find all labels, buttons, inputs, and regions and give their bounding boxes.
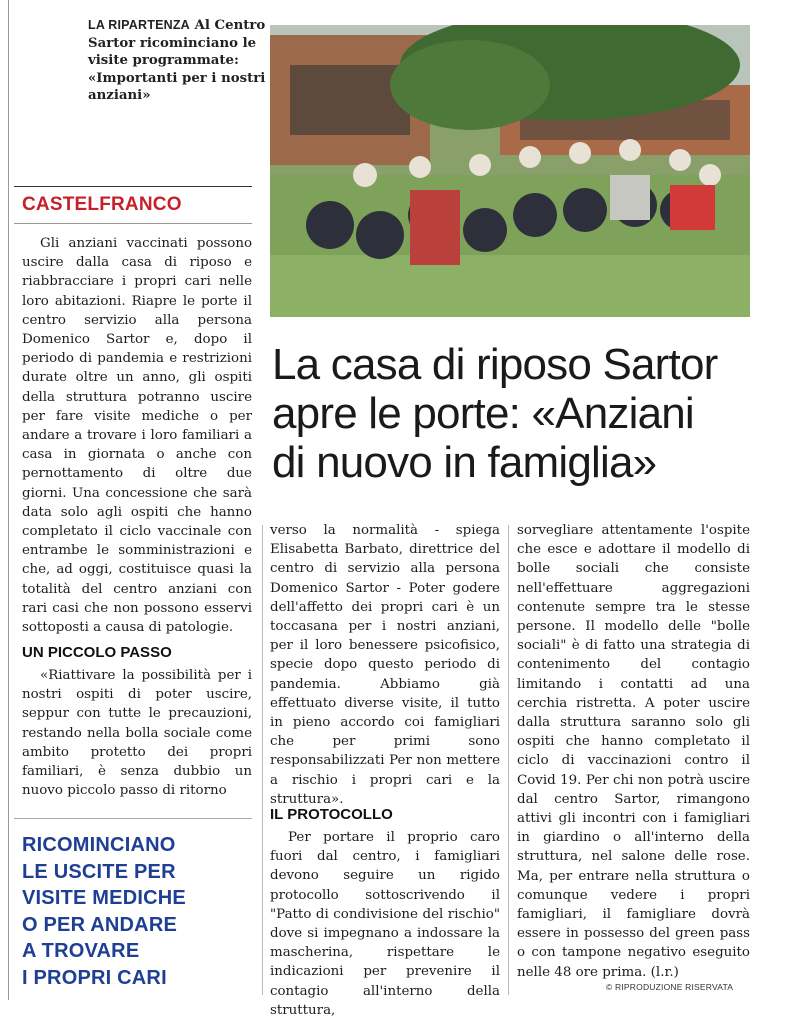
pullquote-line-4: O PER ANDARE (22, 913, 178, 936)
pullquote-line-1: RICOMINCIANO (22, 834, 176, 856)
pullquote-top-rule (14, 818, 252, 819)
pullquote-line-6: I PROPRI CARI (22, 966, 167, 989)
section-bottom-rule (14, 223, 252, 224)
column-2-paragraph-2: Per portare il proprio caro fuori dal centro, i famigliari devono seguire un rigido protocollo sottoscrivendo il "Patto di condivisione del rischio" dove si impegnano a indossare la mascherina, rispettare le indicazioni per prevenire il contagio all'interno della struttura, (270, 830, 500, 1018)
photo-illustration (270, 25, 750, 317)
teaser-kicker: LA RIPARTENZA (88, 18, 190, 32)
pullquote-line-2: LE USCITE PER (22, 860, 176, 883)
headline-line-3: di nuovo in famiglia» (272, 438, 657, 487)
article-photo (270, 25, 750, 317)
headline-line-2: apre le porte: «Anziani (272, 389, 694, 438)
pullquote-line-3: VISITE MEDICHE (22, 887, 186, 909)
left-edge-rule (8, 0, 9, 1000)
column-rule-2 (508, 525, 509, 995)
body-column-1-continued (22, 666, 252, 800)
column-3-paragraph-1: sorvegliare attentamente l'ospite che esce e adottare il modello di bolle sociali che consiste nell'effettuare aggregazioni contenute sempre tra le stesse persone. Il modello delle "bolle sociali" è di fatto una strategia di contenimento del contagio limitando i contatti ad una cerchia ristretta. A poter uscire dalla struttura saranno solo gli ospiti che hanno completato il ciclo di vaccinazioni contro il Covid 19. Per chi non potrà uscire dal centro Sartor, rimangono attivi gli incontri con i famigliari in giardino o all'interno della struttura, nel salone delle rose. Ma, per entrare nella struttura o comunque vedere i propri famigliari, il famigliare dovrà essere in possesso del green pass o con tampone negativo eseguito nelle 48 ore prima. (l.r.) (517, 523, 750, 980)
subhead-protocollo: IL PROTOCOLLO (270, 806, 393, 823)
teaser (88, 17, 268, 105)
copyright-notice: © RIPRODUZIONE RISERVATA (606, 982, 734, 992)
column-1-paragraph-1: Gli anziani vaccinati possono uscire dalla casa di riposo e riabbracciare i propri cari nelle loro abitazioni. Riapre le porte il centro servizio alla persona Domenico Sartor e, dopo il periodo di pandemia e restrizioni durate oltre un anno, gli ospiti della struttura potranno uscire per fare visite mediche o per andare a trovare i loro familiari a casa in giornata o anche con pernottamento di oltre due giorni. Una concessione che sarà data solo agli ospiti che hanno completato il ciclo vaccinale con entrambe le somministrazioni e che, ad oggi, costituisce quasi la totalità del centro anziani con rari casi che non possono esservi sottoposti a causa di patologie. (22, 236, 252, 636)
headline-line-1: La casa di riposo Sartor (272, 340, 718, 389)
section-label: CASTELFRANCO (22, 194, 182, 215)
body-column-2 (270, 521, 500, 809)
pullquote (22, 832, 192, 991)
column-2-paragraph-1: verso la normalità - spiega Elisabetta Barbato, direttrice del centro di servizio alla persona Domenico Sartor - Poter godere dell'affetto dei propri cari è un toccasana per i nostri anziani, per il loro benessere psicofisico, specie dopo questo periodo di pandemia. Abbiamo già effettuato diverse visite, il tutto in pieno accordo coi famigliari che per primi sono responsabilizzati Per non mettere a rischio i propri cari e la struttura». (270, 523, 500, 807)
pullquote-line-5: A TROVARE (22, 940, 140, 962)
body-column-1 (22, 234, 252, 637)
body-column-3 (517, 521, 750, 982)
column-rule-1 (262, 525, 263, 995)
teaser-text: Al Centro Sartor ricominciano le visite programmate: «Importanti per i nostri anziani» (88, 18, 266, 104)
section-top-rule (14, 186, 252, 187)
headline (272, 340, 752, 487)
column-1-paragraph-2: «Riattivare la possibilità per i nostri ospiti di poter uscire, seppur con tutte le precauzioni, restando nella bolla sociale come ambito protetto dei propri familiari, è senza dubbio un nuovo piccolo passo di ritorno (22, 668, 252, 799)
subhead-piccolo-passo: UN PICCOLO PASSO (22, 644, 172, 661)
body-column-2-continued (270, 828, 500, 1020)
